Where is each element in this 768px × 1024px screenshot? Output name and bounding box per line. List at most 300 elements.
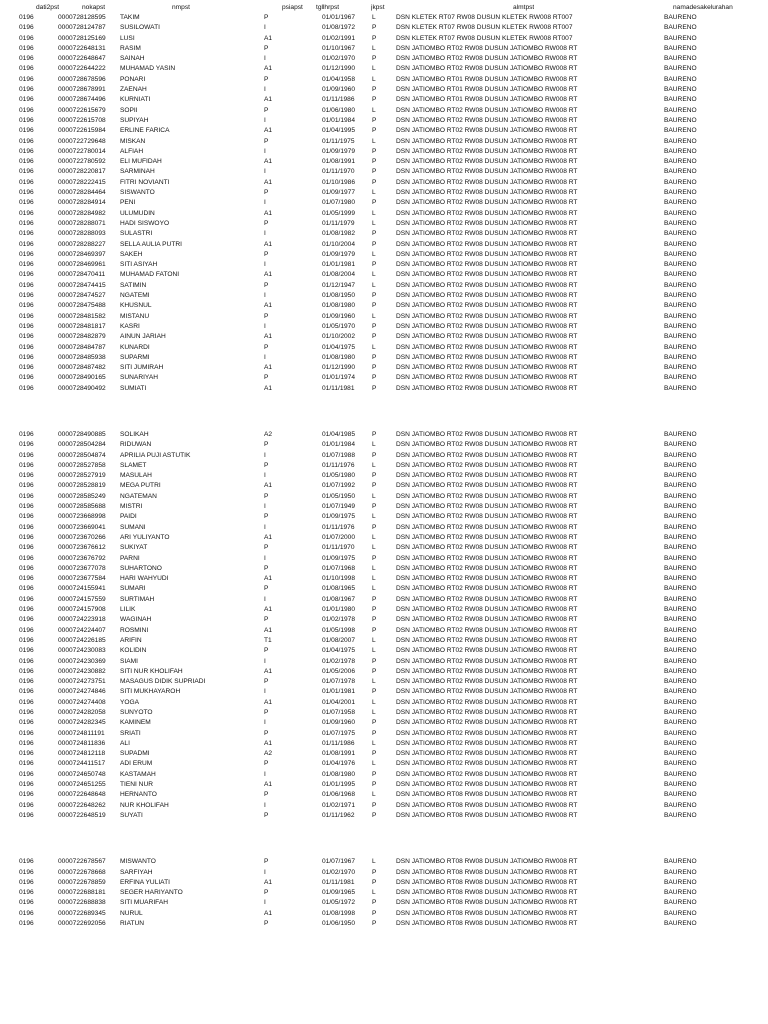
- table-row: [0, 898, 768, 908]
- cell-almtpst: DSN JATIOMBO RT02 RW08 DUSUN JATIOMBO RW008 RT: [396, 760, 578, 768]
- cell-jkpst: P: [372, 770, 377, 778]
- table-row: [0, 481, 768, 491]
- cell-almtpst: DSN JATIOMBO RT02 RW08 DUSUN JATIOMBO RW008 RT: [396, 364, 578, 372]
- table-row: [0, 502, 768, 512]
- cell-almtpst: DSN JATIOMBO RT08 RW08 DUSUN JATIOMBO RW008 RT: [396, 878, 578, 886]
- cell-dati2pst: 0196: [19, 889, 34, 897]
- cell-nmpst: SUSILOWATI: [120, 24, 160, 32]
- cell-psiapst: A1: [264, 384, 273, 392]
- cell-psiapst: I: [264, 688, 266, 696]
- table-row: [0, 533, 768, 543]
- cell-namadesakelurahan: BAURENO: [664, 24, 697, 32]
- cell-namadesakelurahan: BAURENO: [664, 544, 697, 552]
- cell-tgllhrpst: 01/01/1967: [322, 14, 356, 21]
- table-row: [0, 801, 768, 811]
- cell-psiapst: I: [264, 503, 266, 511]
- cell-dati2pst: 0196: [19, 554, 34, 562]
- cell-nmpst: SITI ASIYAH: [120, 261, 158, 269]
- cell-nmpst: APRILIA PUJI ASTUTIK: [120, 451, 191, 459]
- cell-namadesakelurahan: BAURENO: [664, 811, 697, 819]
- cell-tgllhrpst: 01/08/2007: [322, 636, 356, 644]
- cell-jkpst: P: [372, 302, 377, 310]
- table-row: [0, 301, 768, 311]
- cell-jkpst: P: [372, 333, 377, 341]
- cell-nokapst: 0000722678668: [58, 868, 106, 876]
- cell-namadesakelurahan: BAURENO: [664, 513, 697, 521]
- cell-nmpst: KAMINEM: [120, 719, 151, 727]
- cell-nmpst: SELLA AULIA PUTRI: [120, 240, 182, 248]
- cell-nmpst: HERNANTO: [120, 791, 157, 799]
- cell-jkpst: P: [372, 240, 377, 248]
- cell-dati2pst: 0196: [19, 24, 34, 32]
- table-row: [0, 13, 768, 23]
- cell-namadesakelurahan: BAURENO: [664, 333, 697, 341]
- cell-nokapst: 0000728284914: [58, 199, 106, 207]
- cell-nmpst: SAINAH: [120, 55, 145, 63]
- cell-almtpst: DSN JATIOMBO RT02 RW08 DUSUN JATIOMBO RW008 RT: [396, 533, 578, 541]
- cell-tgllhrpst: 01/07/1992: [322, 482, 356, 490]
- cell-psiapst: P: [264, 544, 269, 552]
- table-row: [0, 739, 768, 749]
- cell-dati2pst: 0196: [19, 430, 34, 438]
- table-row: [0, 759, 768, 769]
- cell-jkpst: L: [372, 75, 376, 83]
- table-row: [0, 198, 768, 208]
- cell-almtpst: DSN JATIOMBO RT02 RW08 DUSUN JATIOMBO RW008 RT: [396, 595, 578, 603]
- cell-almtpst: DSN JATIOMBO RT02 RW08 DUSUN JATIOMBO RW008 RT: [396, 333, 578, 341]
- cell-tgllhrpst: 01/05/2006: [322, 667, 356, 675]
- cell-namadesakelurahan: BAURENO: [664, 55, 697, 63]
- cell-jkpst: L: [372, 441, 376, 449]
- table-row: [0, 188, 768, 198]
- cell-nokapst: 0000722678859: [58, 878, 106, 886]
- cell-dati2pst: 0196: [19, 492, 34, 500]
- cell-tgllhrpst: 01/11/1962: [322, 811, 355, 819]
- cell-dati2pst: 0196: [19, 719, 34, 727]
- cell-psiapst: A1: [264, 575, 273, 583]
- cell-dati2pst: 0196: [19, 240, 34, 248]
- cell-psiapst: P: [264, 374, 269, 382]
- table-row: [0, 687, 768, 697]
- cell-nmpst: LILIK: [120, 606, 136, 614]
- cell-tgllhrpst: 01/01/1995: [322, 781, 356, 789]
- cell-namadesakelurahan: BAURENO: [664, 636, 697, 644]
- cell-tgllhrpst: 01/06/1968: [322, 791, 356, 799]
- cell-psiapst: A1: [264, 333, 273, 341]
- cell-tgllhrpst: 01/09/1960: [322, 86, 356, 94]
- cell-namadesakelurahan: BAURENO: [664, 781, 697, 789]
- cell-jkpst: L: [372, 564, 376, 572]
- cell-namadesakelurahan: BAURENO: [664, 14, 697, 21]
- cell-almtpst: DSN JATIOMBO RT02 RW08 DUSUN JATIOMBO RW008 RT: [396, 678, 578, 686]
- cell-nmpst: SUMARI: [120, 585, 146, 593]
- header-jkpst: jkpst: [371, 4, 385, 11]
- cell-namadesakelurahan: BAURENO: [664, 451, 697, 459]
- cell-nmpst: RIATUN: [120, 920, 145, 928]
- cell-namadesakelurahan: BAURENO: [664, 158, 697, 166]
- table-row: [0, 126, 768, 136]
- cell-nokapst: 0000722648131: [58, 44, 106, 52]
- cell-tgllhrpst: 01/05/1972: [322, 899, 356, 907]
- cell-namadesakelurahan: BAURENO: [664, 626, 697, 634]
- cell-nmpst: HARI WAHYUDI: [120, 575, 169, 583]
- table-row: [0, 615, 768, 625]
- cell-psiapst: A1: [264, 34, 273, 42]
- table-row: [0, 512, 768, 522]
- cell-namadesakelurahan: BAURENO: [664, 492, 697, 500]
- table-row: [0, 75, 768, 85]
- cell-dati2pst: 0196: [19, 585, 34, 593]
- cell-nokapst: 0000728487482: [58, 364, 106, 372]
- cell-tgllhrpst: 01/08/1991: [322, 158, 356, 166]
- cell-nokapst: 0000728284464: [58, 189, 106, 197]
- cell-tgllhrpst: 01/01/1981: [322, 688, 356, 696]
- table-row: [0, 281, 768, 291]
- cell-nokapst: 0000723677078: [58, 564, 106, 572]
- cell-namadesakelurahan: BAURENO: [664, 322, 697, 330]
- cell-nokapst: 0000728585688: [58, 503, 106, 511]
- table-row: [0, 574, 768, 584]
- cell-namadesakelurahan: BAURENO: [664, 909, 697, 917]
- cell-namadesakelurahan: BAURENO: [664, 44, 697, 52]
- cell-nmpst: SUPADMI: [120, 750, 150, 758]
- cell-psiapst: P: [264, 709, 269, 716]
- table-row: [0, 888, 768, 898]
- cell-nmpst: SOPII: [120, 106, 138, 114]
- cell-namadesakelurahan: BAURENO: [664, 760, 697, 768]
- cell-jkpst: P: [372, 86, 377, 94]
- cell-namadesakelurahan: BAURENO: [664, 137, 697, 145]
- cell-tgllhrpst: 01/07/1988: [322, 451, 356, 459]
- cell-almtpst: DSN JATIOMBO RT02 RW08 DUSUN JATIOMBO RW008 RT: [396, 513, 578, 521]
- cell-dati2pst: 0196: [19, 739, 34, 747]
- cell-tgllhrpst: 01/11/1981: [322, 384, 355, 392]
- table-row: [0, 167, 768, 177]
- cell-dati2pst: 0196: [19, 760, 34, 768]
- cell-nmpst: MISTANU: [120, 312, 150, 320]
- table-row: [0, 291, 768, 301]
- table-row: [0, 23, 768, 33]
- cell-psiapst: I: [264, 554, 266, 562]
- cell-almtpst: DSN JATIOMBO RT02 RW08 DUSUN JATIOMBO RW008 RT: [396, 374, 578, 382]
- table-row: [0, 461, 768, 471]
- cell-jkpst: P: [372, 606, 377, 614]
- cell-tgllhrpst: 01/11/1976: [322, 461, 355, 469]
- cell-dati2pst: 0196: [19, 575, 34, 583]
- cell-psiapst: A1: [264, 739, 273, 747]
- cell-nmpst: SEGER HARIYANTO: [120, 889, 183, 897]
- cell-psiapst: A1: [264, 96, 273, 104]
- cell-psiapst: I: [264, 24, 266, 32]
- cell-dati2pst: 0196: [19, 750, 34, 758]
- cell-nmpst: ERLINE FARICA: [120, 127, 170, 135]
- table-row: [0, 440, 768, 450]
- cell-jkpst: P: [372, 719, 377, 727]
- cell-psiapst: I: [264, 770, 266, 778]
- cell-tgllhrpst: 01/10/1986: [322, 178, 356, 186]
- cell-tgllhrpst: 01/10/1967: [322, 44, 356, 52]
- table-row: [0, 698, 768, 708]
- table-row: [0, 857, 768, 867]
- cell-tgllhrpst: 01/12/1990: [322, 65, 356, 73]
- cell-psiapst: A1: [264, 667, 273, 675]
- cell-dati2pst: 0196: [19, 909, 34, 917]
- cell-namadesakelurahan: BAURENO: [664, 199, 697, 207]
- header-nokapst: nokapst: [82, 4, 106, 11]
- table-body: [0, 13, 768, 929]
- cell-psiapst: P: [264, 678, 269, 686]
- cell-nokapst: 0000728504284: [58, 441, 106, 449]
- cell-tgllhrpst: 01/08/1965: [322, 585, 356, 593]
- cell-almtpst: DSN JATIOMBO RT02 RW08 DUSUN JATIOMBO RW008 RT: [396, 461, 578, 469]
- cell-psiapst: I: [264, 261, 266, 269]
- cell-almtpst: DSN JATIOMBO RT02 RW08 DUSUN JATIOMBO RW008 RT: [396, 482, 578, 490]
- table-row: [0, 137, 768, 147]
- cell-dati2pst: 0196: [19, 472, 34, 480]
- cell-almtpst: DSN JATIOMBO RT02 RW08 DUSUN JATIOMBO RW008 RT: [396, 739, 578, 747]
- cell-almtpst: DSN JATIOMBO RT02 RW08 DUSUN JATIOMBO RW008 RT: [396, 719, 578, 727]
- table-row: [0, 260, 768, 270]
- cell-tgllhrpst: 01/11/1981: [322, 878, 355, 886]
- table-row: [0, 729, 768, 739]
- cell-tgllhrpst: 01/04/1976: [322, 760, 356, 768]
- cell-psiapst: A1: [264, 209, 273, 217]
- cell-psiapst: I: [264, 147, 266, 155]
- cell-nmpst: PONARI: [120, 75, 146, 83]
- cell-nmpst: SITI MUARIFAH: [120, 899, 168, 907]
- cell-psiapst: P: [264, 616, 269, 624]
- cell-dati2pst: 0196: [19, 343, 34, 351]
- table-row: [0, 636, 768, 646]
- cell-dati2pst: 0196: [19, 271, 34, 279]
- cell-dati2pst: 0196: [19, 729, 34, 737]
- cell-psiapst: P: [264, 14, 269, 21]
- cell-almtpst: DSN JATIOMBO RT08 RW08 DUSUN JATIOMBO RW008 RT: [396, 889, 578, 897]
- cell-almtpst: DSN JATIOMBO RT02 RW08 DUSUN JATIOMBO RW008 RT: [396, 199, 578, 207]
- cell-dati2pst: 0196: [19, 441, 34, 449]
- cell-nmpst: WAGINAH: [120, 616, 152, 624]
- cell-namadesakelurahan: BAURENO: [664, 868, 697, 876]
- table-row: [0, 523, 768, 533]
- cell-namadesakelurahan: BAURENO: [664, 878, 697, 886]
- cell-nokapst: 0000728481582: [58, 312, 106, 320]
- cell-namadesakelurahan: BAURENO: [664, 116, 697, 124]
- cell-almtpst: DSN JATIOMBO RT02 RW08 DUSUN JATIOMBO RW008 RT: [396, 219, 578, 227]
- cell-psiapst: I: [264, 595, 266, 603]
- cell-nokapst: 0000728484787: [58, 343, 106, 351]
- cell-namadesakelurahan: BAURENO: [664, 858, 697, 866]
- table-row: [0, 64, 768, 74]
- cell-psiapst: I: [264, 230, 266, 238]
- cell-dati2pst: 0196: [19, 791, 34, 799]
- cell-namadesakelurahan: BAURENO: [664, 585, 697, 593]
- cell-jkpst: L: [372, 343, 376, 351]
- cell-tgllhrpst: 01/05/1999: [322, 209, 356, 217]
- cell-almtpst: DSN JATIOMBO RT02 RW08 DUSUN JATIOMBO RW008 RT: [396, 168, 578, 176]
- cell-almtpst: DSN JATIOMBO RT08 RW08 DUSUN JATIOMBO RW008 RT: [396, 899, 578, 907]
- cell-nokapst: 0000724650748: [58, 770, 106, 778]
- cell-psiapst: P: [264, 858, 269, 866]
- cell-almtpst: DSN JATIOMBO RT02 RW08 DUSUN JATIOMBO RW008 RT: [396, 353, 578, 361]
- cell-almtpst: DSN JATIOMBO RT02 RW08 DUSUN JATIOMBO RW008 RT: [396, 451, 578, 459]
- cell-tgllhrpst: 01/02/1978: [322, 616, 356, 624]
- cell-jkpst: L: [372, 461, 376, 469]
- cell-dati2pst: 0196: [19, 137, 34, 145]
- cell-almtpst: DSN JATIOMBO RT08 RW08 DUSUN JATIOMBO RW008 RT: [396, 909, 578, 917]
- table-row: [0, 85, 768, 95]
- cell-jkpst: L: [372, 858, 376, 866]
- cell-psiapst: I: [264, 86, 266, 94]
- table-row: [0, 492, 768, 502]
- cell-nmpst: ULUMUDIN: [120, 209, 155, 217]
- cell-tgllhrpst: 01/08/1998: [322, 909, 356, 917]
- cell-nokapst: 0000723677584: [58, 575, 106, 583]
- cell-dati2pst: 0196: [19, 168, 34, 176]
- cell-jkpst: P: [372, 667, 377, 675]
- cell-jkpst: P: [372, 322, 377, 330]
- cell-nmpst: MUHAMAD FATONI: [120, 271, 180, 279]
- cell-nmpst: NGATEMI: [120, 292, 150, 300]
- cell-namadesakelurahan: BAURENO: [664, 729, 697, 737]
- cell-tgllhrpst: 01/11/1986: [322, 96, 355, 104]
- cell-psiapst: I: [264, 353, 266, 361]
- cell-psiapst: P: [264, 647, 269, 655]
- cell-namadesakelurahan: BAURENO: [664, 240, 697, 248]
- table-row: [0, 44, 768, 54]
- cell-almtpst: DSN JATIOMBO RT02 RW08 DUSUN JATIOMBO RW008 RT: [396, 503, 578, 511]
- cell-tgllhrpst: 01/09/1975: [322, 554, 356, 562]
- cell-jkpst: L: [372, 575, 376, 583]
- cell-dati2pst: 0196: [19, 920, 34, 928]
- cell-almtpst: DSN JATIOMBO RT02 RW08 DUSUN JATIOMBO RW008 RT: [396, 240, 578, 248]
- cell-namadesakelurahan: BAURENO: [664, 75, 697, 83]
- cell-almtpst: DSN JATIOMBO RT02 RW08 DUSUN JATIOMBO RW008 RT: [396, 137, 578, 145]
- cell-dati2pst: 0196: [19, 657, 34, 665]
- cell-jkpst: L: [372, 219, 376, 227]
- cell-jkpst: P: [372, 482, 377, 490]
- cell-almtpst: DSN JATIOMBO RT02 RW08 DUSUN JATIOMBO RW008 RT: [396, 209, 578, 217]
- table-row: [0, 667, 768, 677]
- cell-tgllhrpst: 01/04/1985: [322, 430, 356, 438]
- cell-almtpst: DSN JATIOMBO RT02 RW08 DUSUN JATIOMBO RW008 RT: [396, 55, 578, 63]
- cell-nokapst: 0000722688181: [58, 889, 106, 897]
- cell-dati2pst: 0196: [19, 899, 34, 907]
- cell-jkpst: L: [372, 585, 376, 593]
- cell-jkpst: L: [372, 312, 376, 320]
- cell-jkpst: P: [372, 781, 377, 789]
- cell-jkpst: P: [372, 292, 377, 300]
- cell-namadesakelurahan: BAURENO: [664, 719, 697, 727]
- cell-nmpst: SUPARMI: [120, 353, 150, 361]
- header-almtpst: almtpst: [513, 4, 535, 11]
- cell-jkpst: P: [372, 353, 377, 361]
- cell-dati2pst: 0196: [19, 564, 34, 572]
- cell-tgllhrpst: 01/09/1960: [322, 719, 356, 727]
- cell-tgllhrpst: 01/11/1970: [322, 544, 355, 552]
- cell-almtpst: DSN JATIOMBO RT02 RW08 DUSUN JATIOMBO RW008 RT: [396, 430, 578, 438]
- table-row: [0, 543, 768, 553]
- cell-nokapst: 0000728475488: [58, 302, 106, 310]
- cell-dati2pst: 0196: [19, 261, 34, 269]
- cell-dati2pst: 0196: [19, 322, 34, 330]
- cell-jkpst: P: [372, 920, 377, 928]
- cell-tgllhrpst: 01/10/2004: [322, 240, 356, 248]
- cell-dati2pst: 0196: [19, 616, 34, 624]
- cell-nmpst: MASULAH: [120, 472, 152, 480]
- cell-almtpst: DSN JATIOMBO RT02 RW08 DUSUN JATIOMBO RW008 RT: [396, 709, 578, 716]
- cell-dati2pst: 0196: [19, 513, 34, 521]
- cell-jkpst: L: [372, 281, 376, 289]
- cell-namadesakelurahan: BAURENO: [664, 688, 697, 696]
- cell-almtpst: DSN KLETEK RT07 RW08 DUSUN KLETEK RW008 RT007: [396, 34, 573, 42]
- cell-nokapst: 0000722780014: [58, 147, 106, 155]
- cell-nmpst: KHUSNUL: [120, 302, 152, 310]
- column-header-row: [0, 2, 768, 13]
- cell-psiapst: I: [264, 451, 266, 459]
- cell-dati2pst: 0196: [19, 698, 34, 706]
- cell-namadesakelurahan: BAURENO: [664, 564, 697, 572]
- cell-dati2pst: 0196: [19, 55, 34, 63]
- cell-namadesakelurahan: BAURENO: [664, 96, 697, 104]
- cell-nmpst: MISKAN: [120, 137, 146, 145]
- cell-nmpst: NUR KHOLIFAH: [120, 801, 169, 809]
- cell-dati2pst: 0196: [19, 461, 34, 469]
- cell-dati2pst: 0196: [19, 14, 34, 21]
- cell-nokapst: 0000723670266: [58, 533, 106, 541]
- cell-jkpst: P: [372, 503, 377, 511]
- cell-dati2pst: 0196: [19, 199, 34, 207]
- cell-psiapst: A1: [264, 271, 273, 279]
- cell-jkpst: P: [372, 261, 377, 269]
- table-row: [0, 878, 768, 888]
- cell-jkpst: P: [372, 96, 377, 104]
- cell-almtpst: DSN JATIOMBO RT02 RW08 DUSUN JATIOMBO RW008 RT: [396, 116, 578, 124]
- cell-nmpst: RIDUWAN: [120, 441, 152, 449]
- cell-namadesakelurahan: BAURENO: [664, 430, 697, 438]
- table-row: [0, 919, 768, 929]
- cell-nmpst: SATIMIN: [120, 281, 147, 289]
- cell-jkpst: P: [372, 878, 377, 886]
- cell-tgllhrpst: 01/08/1950: [322, 292, 356, 300]
- cell-nmpst: TIENI NUR: [120, 781, 153, 789]
- cell-nmpst: SARMINAH: [120, 168, 155, 176]
- cell-psiapst: A1: [264, 533, 273, 541]
- section-gap: [0, 394, 768, 430]
- cell-jkpst: L: [372, 709, 376, 716]
- cell-nokapst: 0000723676792: [58, 554, 106, 562]
- cell-almtpst: DSN JATIOMBO RT02 RW08 DUSUN JATIOMBO RW008 RT: [396, 750, 578, 758]
- cell-psiapst: A1: [264, 158, 273, 166]
- cell-dati2pst: 0196: [19, 302, 34, 310]
- cell-nokapst: 0000728527858: [58, 461, 106, 469]
- cell-tgllhrpst: 01/10/1998: [322, 575, 356, 583]
- cell-namadesakelurahan: BAURENO: [664, 678, 697, 686]
- cell-nokapst: 0000728288071: [58, 219, 106, 227]
- cell-nokapst: 0000722644222: [58, 65, 106, 73]
- cell-nokapst: 0000724157908: [58, 606, 106, 614]
- cell-jkpst: L: [372, 760, 376, 768]
- cell-nokapst: 0000724274846: [58, 688, 106, 696]
- cell-tgllhrpst: 01/07/1975: [322, 729, 356, 737]
- cell-tgllhrpst: 01/06/1980: [322, 106, 356, 114]
- cell-jkpst: P: [372, 626, 377, 634]
- table-row: [0, 250, 768, 260]
- cell-tgllhrpst: 01/07/1967: [322, 858, 356, 866]
- cell-nmpst: ZAENAH: [120, 86, 147, 94]
- cell-namadesakelurahan: BAURENO: [664, 219, 697, 227]
- cell-namadesakelurahan: BAURENO: [664, 250, 697, 258]
- cell-tgllhrpst: 01/07/2000: [322, 533, 356, 541]
